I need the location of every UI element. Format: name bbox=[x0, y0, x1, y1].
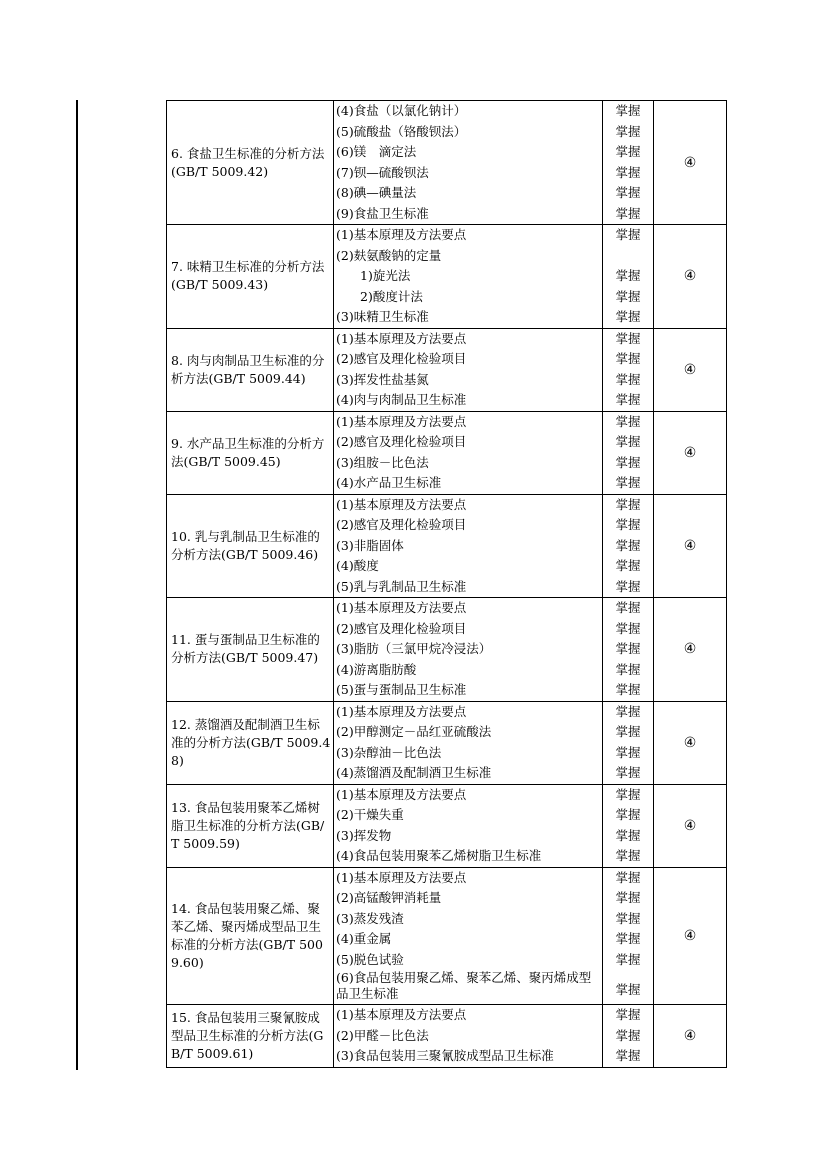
table-row bbox=[167, 1005, 727, 1068]
content-item: (2)麸氨酸钠的定量 bbox=[336, 247, 442, 263]
table-row bbox=[167, 411, 727, 494]
content-item: (3)脂肪（三氯甲烷冷浸法） bbox=[336, 641, 492, 656]
mastery-level: 掌握 bbox=[615, 786, 641, 802]
mastery-level: 掌握 bbox=[615, 517, 641, 532]
mastery-level: 掌握 bbox=[615, 330, 641, 346]
content-items-cell bbox=[334, 1005, 603, 1068]
mastery-level: 掌握 bbox=[615, 951, 641, 967]
content-item: (1)基本原理及方法要点 bbox=[336, 1007, 467, 1022]
grade-marker: ④ bbox=[654, 867, 727, 1005]
mastery-level: 掌握 bbox=[615, 392, 641, 407]
mastery-level: 掌握 bbox=[615, 600, 641, 615]
content-item: 1)旋光法 bbox=[360, 268, 411, 283]
mastery-level: 掌握 bbox=[615, 309, 641, 324]
content-item: (3)挥发物 bbox=[336, 827, 392, 843]
content-item: (1)基本原理及方法要点 bbox=[336, 600, 467, 615]
content-item: (2)感官及理化检验项目 bbox=[336, 351, 467, 366]
content-items-cell bbox=[334, 701, 603, 784]
mastery-level: 掌握 bbox=[615, 558, 641, 573]
mastery-level: 掌握 bbox=[615, 1048, 641, 1063]
mastery-level: 掌握 bbox=[615, 931, 641, 946]
content-item: (4)肉与肉制品卫生标准 bbox=[336, 392, 467, 407]
content-item: (2)感官及理化检验项目 bbox=[336, 517, 467, 532]
standard-topic-cell bbox=[167, 784, 334, 867]
mastery-level-cell bbox=[603, 494, 654, 598]
standard-topic-cell bbox=[167, 225, 334, 329]
mastery-level: 掌握 bbox=[615, 848, 641, 863]
content-item: (5)脱色试验 bbox=[336, 951, 404, 967]
left-margin-rule bbox=[76, 100, 78, 1070]
standard-topic: 6. 食盐卫生标准的分析方法(GB/T 5009.42) bbox=[171, 145, 325, 179]
mastery-level: 掌握 bbox=[615, 744, 641, 760]
grade-marker: ④ bbox=[654, 1005, 727, 1068]
mastery-level: 掌握 bbox=[615, 205, 641, 221]
content-item: (5)乳与乳制品卫生标准 bbox=[336, 578, 467, 594]
mastery-level: 掌握 bbox=[615, 682, 641, 697]
mastery-level: 掌握 bbox=[615, 578, 641, 594]
mastery-level: 掌握 bbox=[615, 351, 641, 366]
content-item: (1)基本原理及方法要点 bbox=[336, 786, 467, 802]
standard-topic: 8. 肉与肉制品卫生标准的分析方法(GB/T 5009.44) bbox=[171, 352, 325, 386]
content-item: (3)蒸发残渣 bbox=[336, 910, 404, 926]
mastery-level: 掌握 bbox=[615, 910, 641, 926]
content-item: (3)食品包装用三聚氰胺成型品卫生标准 bbox=[336, 1048, 554, 1063]
content-items-cell bbox=[334, 784, 603, 867]
mastery-level: 掌握 bbox=[615, 765, 641, 780]
content-item: (2)感官及理化检验项目 bbox=[336, 620, 467, 636]
content-item: (2)甲醛－比色法 bbox=[336, 1027, 429, 1043]
mastery-level: 掌握 bbox=[615, 454, 641, 470]
mastery-level: 掌握 bbox=[615, 496, 641, 512]
standard-topic: 9. 水产品卫生标准的分析方法(GB/T 5009.45) bbox=[171, 435, 325, 469]
mastery-level: 掌握 bbox=[615, 185, 641, 200]
table-row bbox=[167, 784, 727, 867]
grade-marker: ④ bbox=[654, 328, 727, 411]
content-item: (4)食盐（以氯化钠计） bbox=[336, 103, 467, 118]
content-item: (3)杂醇油－比色法 bbox=[336, 744, 442, 760]
mastery-level-cell bbox=[603, 867, 654, 1005]
grade-marker: ④ bbox=[654, 101, 727, 225]
mastery-level: 掌握 bbox=[615, 890, 641, 905]
content-item: (1)基本原理及方法要点 bbox=[336, 496, 467, 512]
content-item: (3)组胺－比色法 bbox=[336, 454, 429, 470]
content-item: 2)酸度计法 bbox=[360, 288, 423, 304]
content-item: (6)食品包装用聚乙烯、聚苯乙烯、聚丙烯成型品卫生标准 bbox=[336, 970, 592, 1001]
standard-topic-cell bbox=[167, 494, 334, 598]
mastery-level-cell bbox=[603, 411, 654, 494]
table-row bbox=[167, 701, 727, 784]
content-item: (4)酸度 bbox=[336, 558, 379, 573]
grade-marker: ④ bbox=[654, 784, 727, 867]
mastery-level: 掌握 bbox=[615, 807, 641, 822]
standard-topic-cell bbox=[167, 1005, 334, 1068]
content-items-cell bbox=[334, 411, 603, 494]
mastery-level: 掌握 bbox=[615, 703, 641, 719]
content-item: (4)蒸馏酒及配制酒卫生标准 bbox=[336, 765, 492, 780]
mastery-level: 掌握 bbox=[615, 641, 641, 656]
mastery-level: 掌握 bbox=[615, 144, 641, 159]
grade-marker: ④ bbox=[654, 598, 727, 702]
grade-marker: ④ bbox=[654, 494, 727, 598]
mastery-level-cell bbox=[603, 328, 654, 411]
mastery-level: 掌握 bbox=[615, 1027, 641, 1043]
content-item: (2)干燥失重 bbox=[336, 807, 404, 822]
mastery-level: 掌握 bbox=[615, 268, 641, 283]
mastery-level: 掌握 bbox=[615, 123, 641, 139]
grade-marker: ④ bbox=[654, 411, 727, 494]
standard-topic-cell bbox=[167, 867, 334, 1005]
mastery-level: 掌握 bbox=[615, 164, 641, 180]
standard-topic-cell bbox=[167, 411, 334, 494]
mastery-level-cell bbox=[603, 1005, 654, 1068]
mastery-level: 掌握 bbox=[615, 537, 641, 553]
mastery-level: 掌握 bbox=[615, 827, 641, 843]
mastery-level: 掌握 bbox=[615, 620, 641, 636]
content-item: (1)基本原理及方法要点 bbox=[336, 227, 467, 242]
content-item: (6)镁 滴定法 bbox=[336, 144, 417, 159]
content-items-cell bbox=[334, 598, 603, 702]
grade-marker: ④ bbox=[654, 701, 727, 784]
mastery-level: 掌握 bbox=[615, 434, 641, 449]
content-item: (1)基本原理及方法要点 bbox=[336, 330, 467, 346]
standard-topic: 15. 食品包装用三聚氰胺成型品卫生标准的分析方法(GB/T 5009.61) bbox=[171, 1009, 324, 1061]
content-item: (4)食品包装用聚苯乙烯树脂卫生标准 bbox=[336, 848, 542, 863]
content-item: (8)碘—碘量法 bbox=[336, 185, 417, 200]
content-items-cell bbox=[334, 867, 603, 1005]
content-item: (3)味精卫生标准 bbox=[336, 309, 429, 324]
content-item: (3)挥发性盐基氮 bbox=[336, 371, 429, 387]
table-row bbox=[167, 598, 727, 702]
table-row bbox=[167, 494, 727, 598]
content-item: (5)硫酸盐（铬酸钡法） bbox=[336, 123, 467, 139]
content-item: (1)基本原理及方法要点 bbox=[336, 703, 467, 719]
content-item: (4)游离脂肪酸 bbox=[336, 661, 417, 677]
content-items-cell bbox=[334, 101, 603, 225]
content-items-cell bbox=[334, 494, 603, 598]
mastery-level: 掌握 bbox=[615, 288, 641, 304]
mastery-level: 掌握 bbox=[615, 227, 641, 242]
standard-topic: 13. 食品包装用聚苯乙烯树脂卫生标准的分析方法(GB/T 5009.59) bbox=[171, 799, 325, 851]
mastery-level: 掌握 bbox=[615, 413, 641, 429]
standards-table bbox=[166, 100, 727, 1068]
content-item: (7)钡—硫酸钡法 bbox=[336, 164, 429, 180]
mastery-level-cell bbox=[603, 598, 654, 702]
standard-topic: 14. 食品包装用聚乙烯、聚苯乙烯、聚丙烯成型品卫生标准的分析方法(GB/T 5009.60) bbox=[171, 900, 323, 970]
content-item: (3)非脂固体 bbox=[336, 537, 404, 553]
standard-topic-cell bbox=[167, 101, 334, 225]
mastery-level-cell bbox=[603, 784, 654, 867]
grade-marker: ④ bbox=[654, 225, 727, 329]
mastery-level bbox=[603, 246, 653, 267]
content-item: (5)蛋与蛋制品卫生标准 bbox=[336, 682, 467, 697]
table-row bbox=[167, 328, 727, 411]
standard-topic-cell bbox=[167, 328, 334, 411]
table-row bbox=[167, 101, 727, 225]
content-item: (2)感官及理化检验项目 bbox=[336, 434, 467, 449]
mastery-level: 掌握 bbox=[615, 1007, 641, 1022]
mastery-level: 掌握 bbox=[615, 724, 641, 739]
mastery-level: 掌握 bbox=[615, 475, 641, 490]
content-items-cell bbox=[334, 225, 603, 329]
standard-topic-cell bbox=[167, 598, 334, 702]
content-item: (1)基本原理及方法要点 bbox=[336, 413, 467, 429]
standard-topic: 10. 乳与乳制品卫生标准的分析方法(GB/T 5009.46) bbox=[171, 528, 320, 562]
mastery-level: 掌握 bbox=[615, 371, 641, 387]
table-row bbox=[167, 225, 727, 329]
standard-topic: 12. 蒸馏酒及配制酒卫生标准的分析方法(GB/T 5009.48) bbox=[171, 716, 331, 768]
mastery-level: 掌握 bbox=[615, 661, 641, 677]
table-row bbox=[167, 867, 727, 1005]
standard-topic: 7. 味精卫生标准的分析方法(GB/T 5009.43) bbox=[171, 259, 325, 293]
mastery-level-cell bbox=[603, 225, 654, 329]
mastery-level-cell bbox=[603, 701, 654, 784]
content-item: (9)食盐卫生标准 bbox=[336, 205, 429, 221]
standard-topic-cell bbox=[167, 701, 334, 784]
content-item: (2)高锰酸钾消耗量 bbox=[336, 890, 442, 905]
content-item: (4)重金属 bbox=[336, 931, 392, 946]
content-item: (2)甲醇测定－品红亚硫酸法 bbox=[336, 724, 492, 739]
mastery-level: 掌握 bbox=[615, 103, 641, 118]
content-item: (1)基本原理及方法要点 bbox=[336, 869, 467, 885]
mastery-level: 掌握 bbox=[615, 982, 641, 997]
mastery-level: 掌握 bbox=[615, 869, 641, 885]
content-item: (4)水产品卫生标准 bbox=[336, 475, 442, 490]
content-items-cell bbox=[334, 328, 603, 411]
standard-topic: 11. 蛋与蛋制品卫生标准的分析方法(GB/T 5009.47) bbox=[171, 632, 320, 666]
mastery-level-cell bbox=[603, 101, 654, 225]
